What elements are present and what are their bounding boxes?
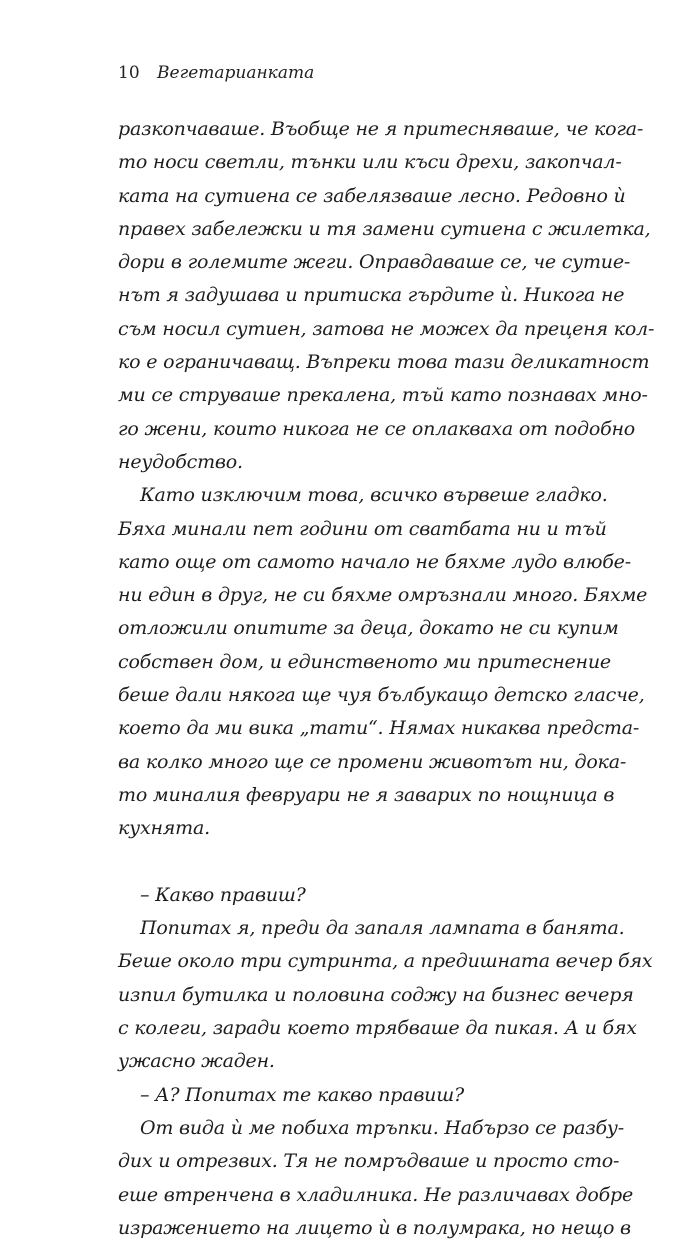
text-line: ни един в друг, не си бяхме омръзнали много. Бяхме	[118, 584, 648, 607]
book-title: Вегетарианката	[157, 63, 315, 83]
text-line: беше дали някога ще чуя бълбукащо детско гласче,	[118, 684, 645, 707]
text-line: го жени, които никога не се оплакваха от подобно	[118, 417, 636, 440]
text-line: което да ми вика „тати“. Нямах никаква предста-	[118, 717, 640, 740]
text-line: изпил бутилка и половина соджу на бизнес вечеря	[118, 983, 634, 1006]
text-line: нът я задушава и притиска гърдите ѝ. Никога не	[118, 284, 625, 307]
text-line: неудобство.	[118, 450, 243, 473]
text-line: ва колко много ще се промени животът ни, дока-	[118, 750, 627, 773]
text-line: ко е ограничаващ. Въпреки това тази деликатност	[118, 351, 650, 374]
text-line: Беше около три сутринта, а предишната вечер бях	[118, 950, 653, 973]
text-line: собствен дом, и единственото ми притеснение	[118, 650, 611, 673]
text-line: изражението на лицето ѝ в полумрака, но нещо в	[118, 1216, 631, 1239]
text-line: ката на сутиена се забелязваше лесно. Редовно ѝ	[118, 184, 626, 207]
text-line: съм носил сутиен, затова не можех да преценя кол-	[118, 317, 655, 340]
paragraph-start: От вида ѝ ме побиха тръпки. Набързо се разбу-	[140, 1116, 624, 1139]
text-line: то носи светли, тънки или къси дрехи, закопчал-	[118, 151, 622, 174]
text-line: разкопчаваше. Въобще не я притесняваше, че кога-	[118, 118, 644, 140]
text-line: еше втренчена в хладилника. Не различавах добре	[118, 1183, 634, 1206]
text-line: то миналия февруари не я заварих по нощница в	[118, 783, 615, 806]
paragraph-start: Попитах я, преди да запаля лампата в банята.	[140, 917, 625, 940]
text-line: дих и отрезвих. Тя не помръдваше и просто сто-	[118, 1150, 620, 1173]
text-line: като още от самото начало не бяхме лудо влюбе-	[118, 550, 631, 573]
text-line: правех забележки и тя замени сутиена с жилетка,	[118, 217, 651, 240]
text-line: с колеги, заради което трябваше да пикая. А и бях	[118, 1017, 637, 1040]
body-text	[118, 113, 655, 1245]
paragraph-start: Като изключим това, всичко вървеше гладко.	[140, 484, 608, 507]
text-line: ми се струваше прекалена, тъй като познавах мно-	[118, 384, 648, 407]
text-line: Бяха минали пет години от сватбата ни и тъй	[118, 517, 607, 540]
page-number: 10	[118, 63, 140, 83]
running-header	[118, 62, 314, 84]
section-break	[118, 846, 586, 879]
dialogue-line: – А? Попитах те какво правиш?	[140, 1083, 465, 1106]
text-line: дори в големите жеги. Оправдаваше се, че сутие-	[118, 251, 631, 274]
text-line: ужасно жаден.	[118, 1050, 275, 1073]
text-line: отложили опитите за деца, докато не си купим	[118, 617, 619, 640]
text-line: кухнята.	[118, 817, 210, 840]
dialogue-line: – Какво правиш?	[140, 883, 306, 906]
